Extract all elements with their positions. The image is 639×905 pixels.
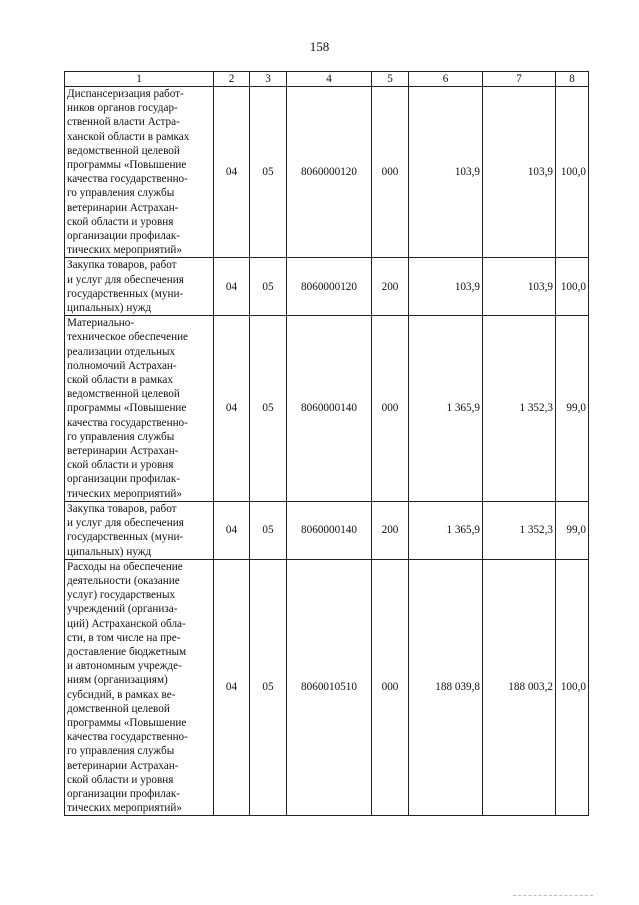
column-header: 6 [409, 72, 483, 87]
table-row [65, 559, 589, 816]
execution-percent: 100,0 [556, 258, 589, 316]
section-code: 04 [214, 501, 250, 559]
section-code: 04 [214, 316, 250, 502]
subsection-code: 05 [250, 559, 287, 816]
target-article-code: 8060000120 [287, 258, 372, 316]
budget-table [64, 71, 589, 816]
expense-name: Закупка товаров, работ и услуг для обеспечения государственных (муни- ципальных) нужд [67, 259, 184, 315]
execution-percent: 100,0 [556, 559, 589, 816]
column-header: 1 [65, 72, 214, 87]
planned-amount: 188 039,8 [409, 559, 483, 816]
subsection-code: 05 [250, 501, 287, 559]
expense-name: Закупка товаров, работ и услуг для обеспечения государственных (муни- ципальных) нужд [67, 502, 184, 558]
column-header: 2 [214, 72, 250, 87]
execution-percent: 99,0 [556, 316, 589, 502]
expense-type-code: 000 [372, 87, 409, 258]
executed-amount: 1 352,3 [483, 501, 556, 559]
expense-name-cell [65, 559, 214, 816]
expense-name-cell [65, 258, 214, 316]
executed-amount: 1 352,3 [483, 316, 556, 502]
column-header: 8 [556, 72, 589, 87]
scan-artifact-divider [513, 895, 593, 896]
expense-name-cell [65, 316, 214, 502]
section-code: 04 [214, 258, 250, 316]
section-code: 04 [214, 87, 250, 258]
expense-name: Диспансеризация работ- ников органов государ- ственной власти Астра- ханской области в рамках ведомственной целевой программы «Повышение качества государственно- го управления службы ветеринарии Астрахан- ской области и уровня организации профилак- тических мероприятий» [67, 88, 190, 257]
executed-amount: 103,9 [483, 87, 556, 258]
expense-name-cell [65, 501, 214, 559]
target-article-code: 8060000140 [287, 501, 372, 559]
planned-amount: 1 365,9 [409, 501, 483, 559]
page-number: 158 [309, 39, 330, 54]
expense-name-cell [65, 87, 214, 258]
table-row [65, 87, 589, 258]
header-row [65, 72, 589, 87]
planned-amount: 103,9 [409, 258, 483, 316]
target-article-code: 8060000120 [287, 87, 372, 258]
subsection-code: 05 [250, 87, 287, 258]
target-article-code: 8060000140 [287, 316, 372, 502]
executed-amount: 188 003,2 [483, 559, 556, 816]
target-article-code: 8060010510 [287, 559, 372, 816]
expense-type-code: 200 [372, 501, 409, 559]
execution-percent: 99,0 [556, 501, 589, 559]
expense-name: Материально- техническое обеспечение реализации отдельных полномочий Астрахан- ской области в рамках ведомственной целевой программы «Повышение качества государственно- го управления службы ветеринарии Астрахан- ской области и уровня организации профилак- тических мероприятий» [67, 317, 189, 500]
planned-amount: 1 365,9 [409, 316, 483, 502]
subsection-code: 05 [250, 316, 287, 502]
subsection-code: 05 [250, 258, 287, 316]
section-code: 04 [214, 559, 250, 816]
execution-percent: 100,0 [556, 87, 589, 258]
expense-type-code: 000 [372, 316, 409, 502]
column-header: 4 [287, 72, 372, 87]
expense-type-code: 000 [372, 559, 409, 816]
column-header: 5 [372, 72, 409, 87]
column-header: 3 [250, 72, 287, 87]
column-header: 7 [483, 72, 556, 87]
table-row [65, 501, 589, 559]
table-row [65, 316, 589, 502]
planned-amount: 103,9 [409, 87, 483, 258]
table-row [65, 258, 589, 316]
expense-type-code: 200 [372, 258, 409, 316]
expense-name: Расходы на обеспечение деятельности (оказание услуг) государственых учреждений (организа- ций) Астраханской обла- сти, в том числе на пре- доставление бюджетным и автономным учрежде- ниям (организациям) субсидий, в рамках ве- домственной целевой программы «Повышение качества государственно- го управления службы ветеринарии Астрахан- ской области и уровня организации профилак- тических мероприятий» [67, 560, 188, 815]
executed-amount: 103,9 [483, 258, 556, 316]
